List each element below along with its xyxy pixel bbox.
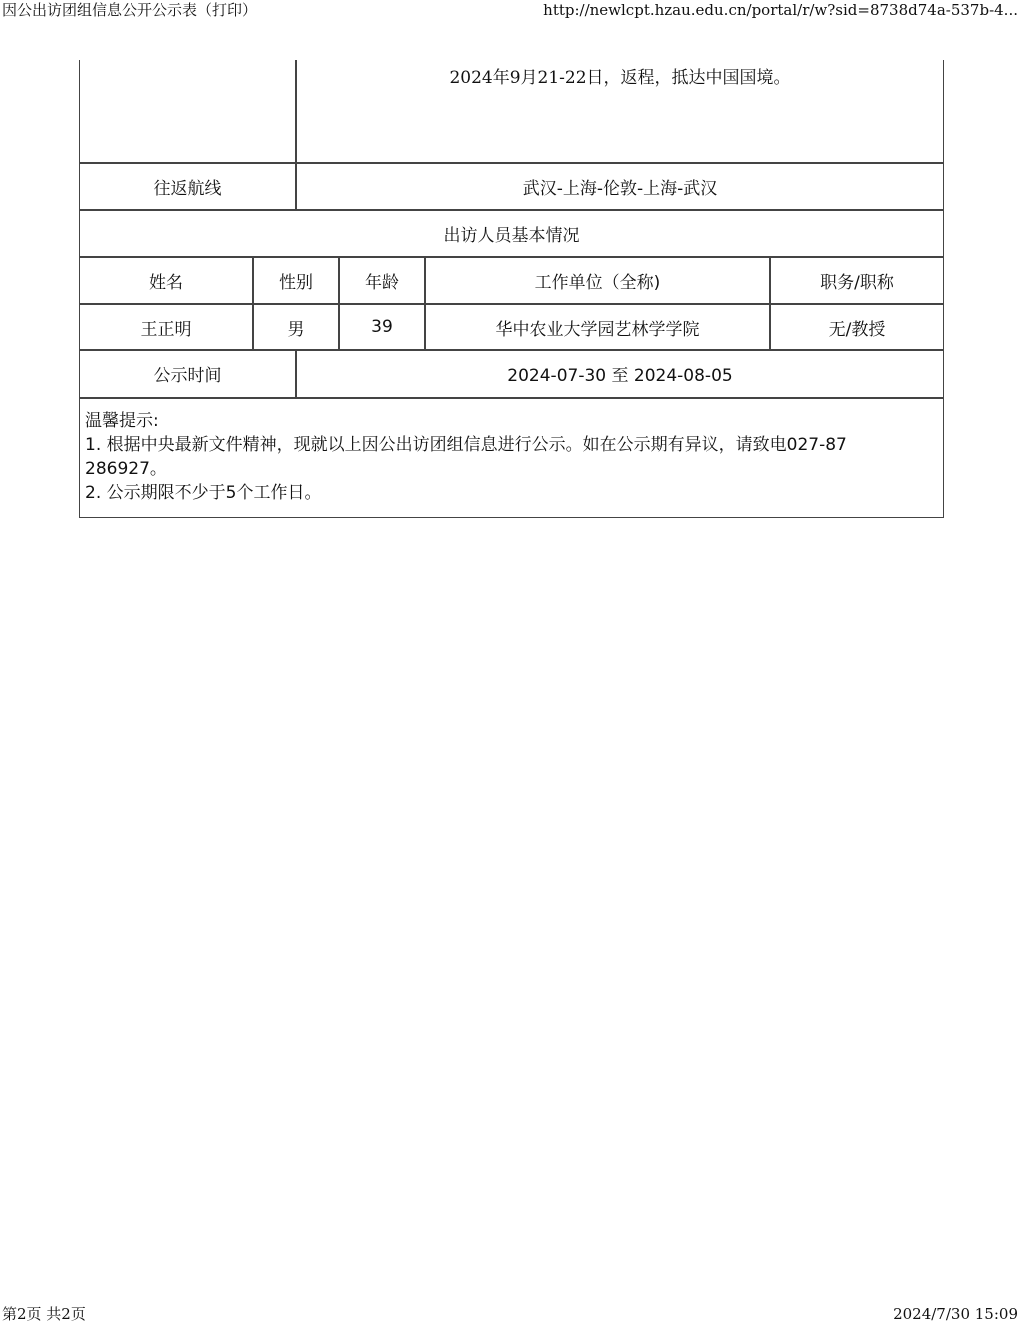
notes-line-2: 2. 公示期限不少于5个工作日。 <box>85 483 322 503</box>
member-gender: 男 <box>287 319 305 340</box>
table-rule <box>79 397 944 399</box>
notes-title: 温馨提示: <box>85 411 159 431</box>
document-title: 因公出访团组信息公开公示表（打印） <box>2 1 258 19</box>
itinerary-text: 2024年9月21-22日，返程，抵达中国国境。 <box>449 68 791 88</box>
route-value: 武汉-上海-伦敦-上海-武汉 <box>522 178 718 199</box>
page-url: http://newlcpt.hzau.edu.cn/portal/r/w?sid=8738d74a-537b-4... <box>543 1 1018 19</box>
member-age: 39 <box>371 317 393 337</box>
member-employer: 华中农业大学园艺林学学院 <box>495 319 700 340</box>
member-name: 王正明 <box>140 319 192 340</box>
column-header-name: 姓名 <box>149 272 183 293</box>
print-timestamp: 2024/7/30 15:09 <box>893 1305 1018 1323</box>
notes-line-1: 1. 根据中央最新文件精神，现就以上因公出访团组信息进行公示。如在公示期有异议，请致电027-87 <box>85 435 847 455</box>
column-header-employer: 工作单位（全称) <box>534 272 661 293</box>
notes-line-1-continued: 286927。 <box>85 459 167 479</box>
column-header-position: 职务/职称 <box>820 272 894 293</box>
publicity-period: 2024-07-30 至 2024-08-05 <box>507 366 733 386</box>
members-section-title: 出访人员基本情况 <box>443 225 580 246</box>
notes <box>85 409 935 505</box>
column-header-gender: 性别 <box>279 272 313 293</box>
publicity-label: 公示时间 <box>153 366 222 386</box>
column-header-age: 年龄 <box>365 272 399 293</box>
page-number: 第2页 共2页 <box>2 1305 86 1323</box>
route-label: 往返航线 <box>153 178 222 199</box>
member-position: 无/教授 <box>828 319 886 340</box>
